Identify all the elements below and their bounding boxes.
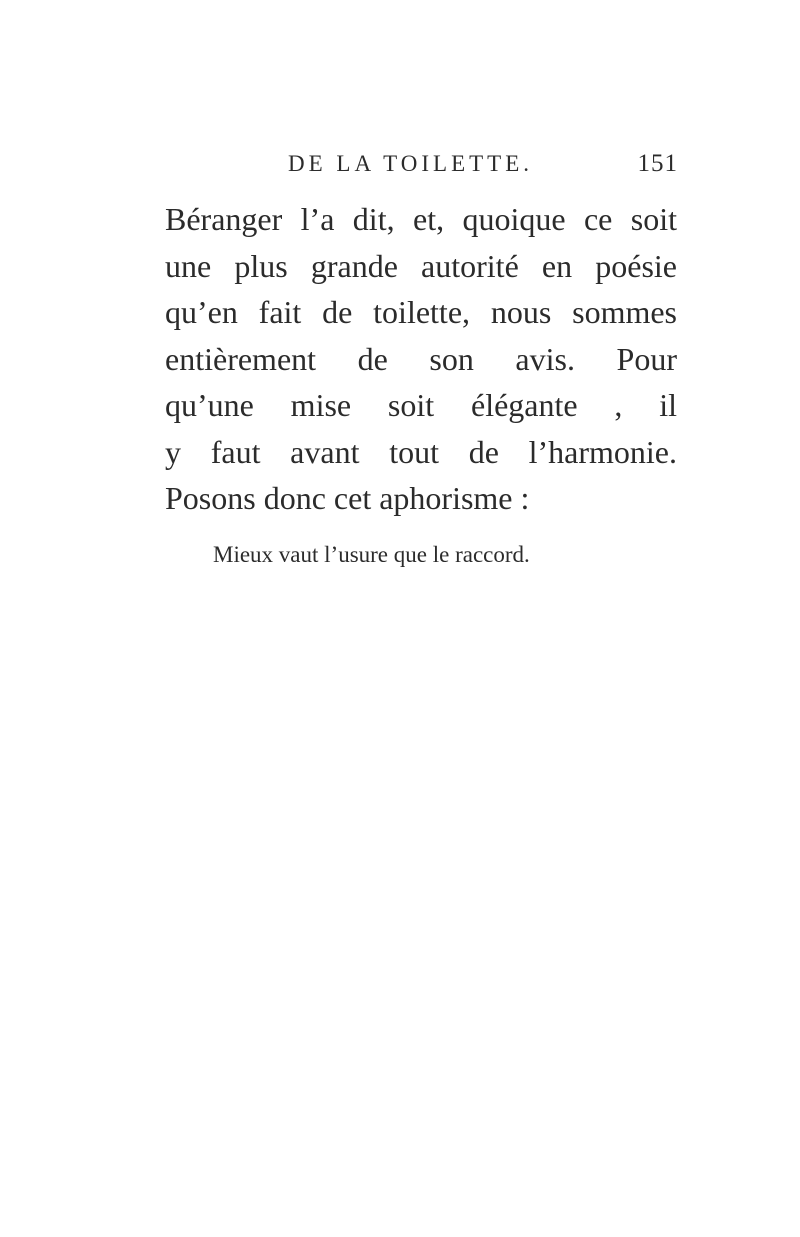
running-head	[288, 150, 678, 186]
aphorism-quote: Mieux vaut l’usure que le raccord.	[213, 542, 530, 567]
text-line: qu’une mise soit élégante , il	[165, 387, 677, 423]
text-line: y faut avant tout de l’harmonie.	[165, 433, 677, 470]
text-line: une plus grande autorité en poésie	[165, 247, 677, 284]
text-line: Posons donc cet aphorisme :	[165, 480, 530, 516]
text-line: qu’en fait de toilette, nous sommes	[165, 294, 677, 330]
text-line: entièrement de son avis. Pour	[165, 340, 677, 377]
page-number: 151	[637, 150, 678, 177]
body-paragraph	[165, 196, 677, 522]
running-title: DE LA TOILETTE.	[288, 151, 534, 176]
text-line: Béranger l’a dit, et, quoique ce soit	[165, 201, 677, 237]
